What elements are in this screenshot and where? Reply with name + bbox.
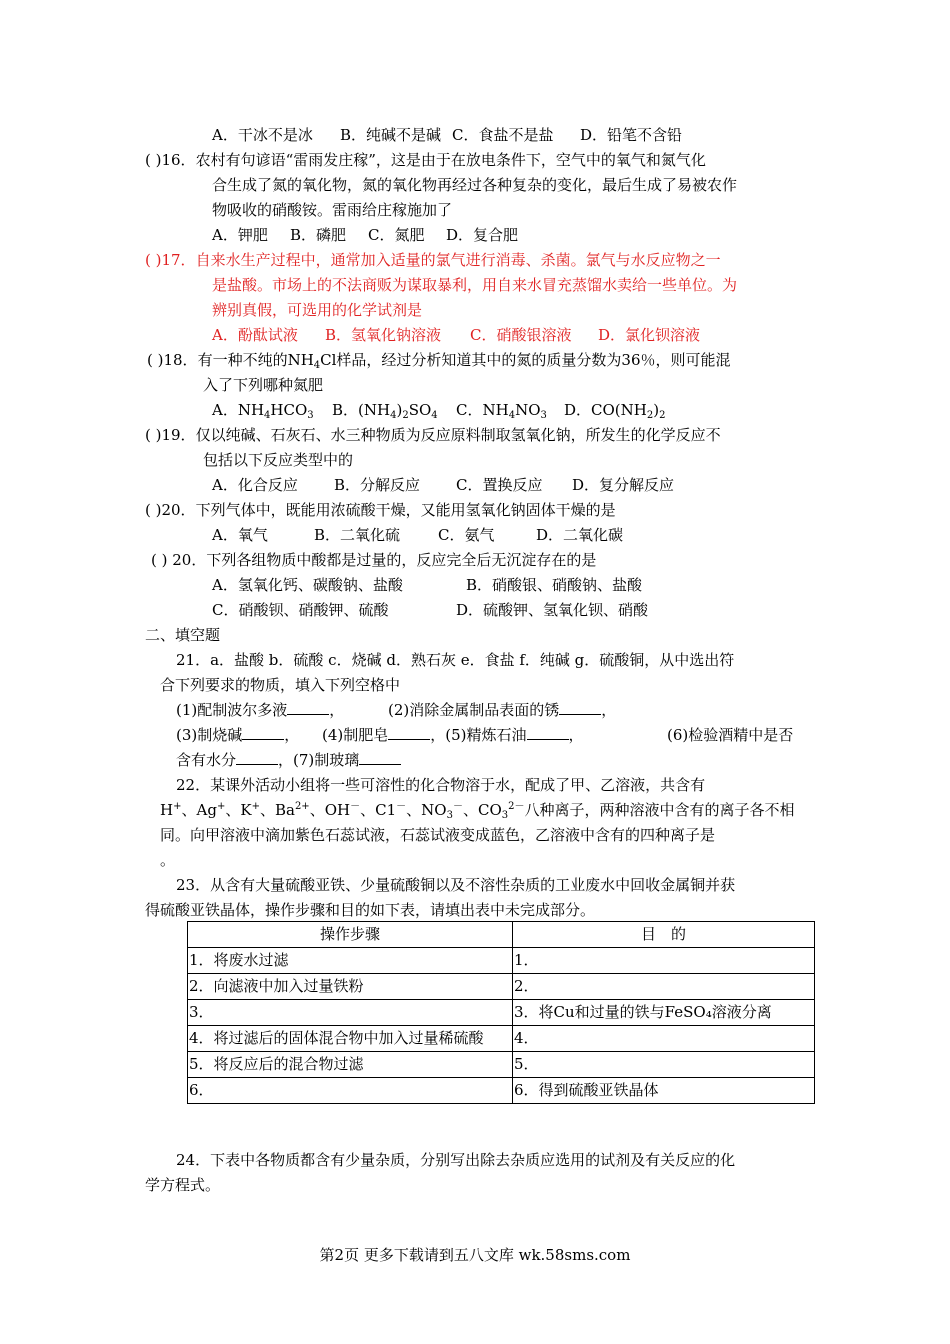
q20b-line-1: ( ) 20．下列各组物质中酸都是过量的，反应完全后无沉淀存在的是 [151, 551, 597, 569]
answer-blank [359, 750, 401, 765]
q16-line-2: 合生成了氮的氧化物，氮的氧化物再经过各种复杂的变化，最后生成了易被农作 [212, 176, 738, 194]
answer-blank [527, 725, 569, 740]
q21-line-3: (1)配制波尔多液 ， [176, 701, 345, 719]
q15-option-b: B．纯碱不是碱 [340, 126, 442, 144]
q18-line-2: 入了下列哪种氮肥 [203, 376, 324, 394]
q21-item-6: (6)检验酒精中是否 [667, 726, 794, 744]
table-cell: 2．向滤液中加入过量铁粉 [188, 974, 513, 1000]
q21-line-1: 21．a．盐酸 b．硫酸 c．烧碱 d．熟石灰 e．食盐 f．纯碱 g．硫酸铜，从中选出符 [176, 651, 735, 669]
q17-options: A．酚酞试液 B．氢氧化钠溶液 C．硝酸银溶液 D．氯化钡溶液 [212, 326, 701, 344]
answer-blank [287, 700, 329, 715]
q24-line-2: 学方程式。 [145, 1176, 221, 1194]
page-footer: 第2页 更多下载请到五八文库 wk.58sms.com [319, 1246, 631, 1264]
ion: Ag+、 [196, 801, 241, 819]
q22-line-2: H+、Ag+、K+、$Ba^{2+}$、OH－、C1－、$NO_3^-$、$CO_3^{2-}$八种离子，两种溶液中含有的离子各不相 [160, 801, 795, 821]
section-fill-in-heading: 二、填空题 [145, 626, 221, 644]
q22-line-1: 22．某课外活动小组将一些可溶性的化合物溶于水，配成了甲、乙溶液，共含有 [176, 776, 706, 794]
ion: $CO_3^{2-}$ [477, 801, 525, 821]
q19-options: A．化合反应 B．分解反应 C．置换反应 D．复分解反应 [212, 476, 675, 494]
table-row [188, 1026, 815, 1052]
q16-options: A．钾肥 B．磷肥 C．氮肥 D．复合肥 [212, 226, 519, 244]
table-cell: 1． [513, 948, 815, 974]
q19-line-2: 包括以下反应类型中的 [203, 451, 354, 469]
q15-option-c: C．食盐不是盐 [452, 126, 554, 144]
table-header-row [188, 922, 815, 948]
q22-line-3: 同。向甲溶液中滴加紫色石蕊试液，石蕊试液变成蓝色，乙溶液中含有的四种离子是 [160, 826, 716, 844]
table-cell: 4．将过滤后的固体混合物中加入过量稀硫酸 [188, 1026, 513, 1052]
q20a-line-1: ( )20．下列气体中，既能用浓硫酸干燥，又能用氢氧化钠固体干燥的是 [145, 501, 616, 519]
q17-line-1: ( )17．自来水生产过程中，通常加入适量的氯气进行消毒、杀菌。氯气与水反应物之一 [145, 251, 721, 269]
q18-line-1: ( )18．有一种不纯的$NH_4Cl$样品，经过分析知道其中的氮的质量分数为36％，则可能混 [147, 351, 731, 371]
table-cell: 6．得到硫酸亚铁晶体 [513, 1078, 815, 1104]
ion: $Ba^{2+}$、 [274, 801, 325, 819]
q15-option-a: A．干冰不是冰 [212, 126, 313, 144]
q23-line-2: 得硫酸亚铁晶体，操作步骤和目的如下表，请填出表中未完成部分。 [145, 901, 596, 919]
q23-line-1: 23．从含有大量硫酸亚铁、少量硫酸铜以及不溶性杂质的工业废水中回收金属铜并获 [176, 876, 736, 894]
answer-blank [242, 725, 284, 740]
q18-options: A．$NH_4HCO_3$ B．$(NH_4)_2SO_4$ C．$NH_4NO_3$ D．$CO(NH_2)_2$ [212, 401, 666, 421]
table-cell: 4． [513, 1026, 815, 1052]
q16-line-3: 物吸收的硝酸铵。雷雨给庄稼施加了 [212, 201, 453, 219]
q16-line-1: ( )16．农村有句谚语“雷雨发庄稼”，这是由于在放电条件下，空气中的氧气和氮气化 [145, 151, 706, 169]
table-cell: 6． [188, 1078, 513, 1104]
q21-line-5: 含有水分 ，(7)制玻璃 [176, 749, 401, 771]
q20a-options: A．氧气 B．二氧化硫 C．氨气 D．二氧化碳 [212, 526, 624, 544]
table-cell: 2． [513, 974, 815, 1000]
answer-blank [388, 725, 430, 740]
table-row [188, 974, 815, 1000]
ion: H+、 [160, 801, 197, 819]
table-row [188, 948, 815, 974]
table-cell: 3．将Cu和过量的铁与FeSO₄溶液分离 [513, 1000, 815, 1026]
ion: C1－、 [375, 801, 422, 819]
table-cell: 5． [513, 1052, 815, 1078]
q21-item-2: (2)消除金属制品表面的锈 ， [388, 701, 617, 719]
q21-line-4: (3)制烧碱 ， [176, 726, 300, 744]
answer-blank [559, 700, 601, 715]
ion: $NO_3^-$、 [421, 801, 478, 821]
q22-line-4: 。 [160, 851, 176, 869]
q21-item-4: (4)制肥皂 ，(5)精炼石油 ， [322, 726, 584, 744]
table-row [188, 1000, 815, 1026]
q20b-options-row-2: C．硝酸钡、硝酸钾、硫酸 D．硫酸钾、氢氧化钡、硝酸 [212, 601, 649, 619]
ion-list [160, 801, 525, 819]
operations-table [187, 921, 815, 1104]
table-header: 操作步骤 [188, 922, 513, 948]
q17-line-2: 是盐酸。市场上的不法商贩为谋取暴利，用自来水冒充蒸馏水卖给一些单位。为 [212, 276, 738, 294]
table-row [188, 1078, 815, 1104]
ion: OH－、 [324, 801, 376, 819]
q17-line-3: 辨别真假，可选用的化学试剂是 [212, 301, 423, 319]
ion: K+、 [240, 801, 275, 819]
table-row [188, 1052, 815, 1078]
q20b-options-row-1: A．氢氧化钙、碳酸钠、盐酸 B．硝酸银、硝酸钠、盐酸 [212, 576, 643, 594]
table-header: 目 的 [513, 922, 815, 948]
q24-line-1: 24．下表中各物质都含有少量杂质，分别写出除去杂质应选用的试剂及有关反应的化 [176, 1151, 736, 1169]
table-cell: 3． [188, 1000, 513, 1026]
q15-options [212, 124, 682, 146]
q19-line-1: ( )19．仅以纯碱、石灰石、水三种物质为反应原料制取氢氧化钠，所发生的化学反应不 [145, 426, 721, 444]
answer-blank [236, 750, 278, 765]
q15-option-d: D．铅笔不含铅 [580, 126, 683, 144]
table-cell: 1．将废水过滤 [188, 948, 513, 974]
table-cell: 5．将反应后的混合物过滤 [188, 1052, 513, 1078]
q21-line-2: 合下列要求的物质，填入下列空格中 [160, 676, 401, 694]
